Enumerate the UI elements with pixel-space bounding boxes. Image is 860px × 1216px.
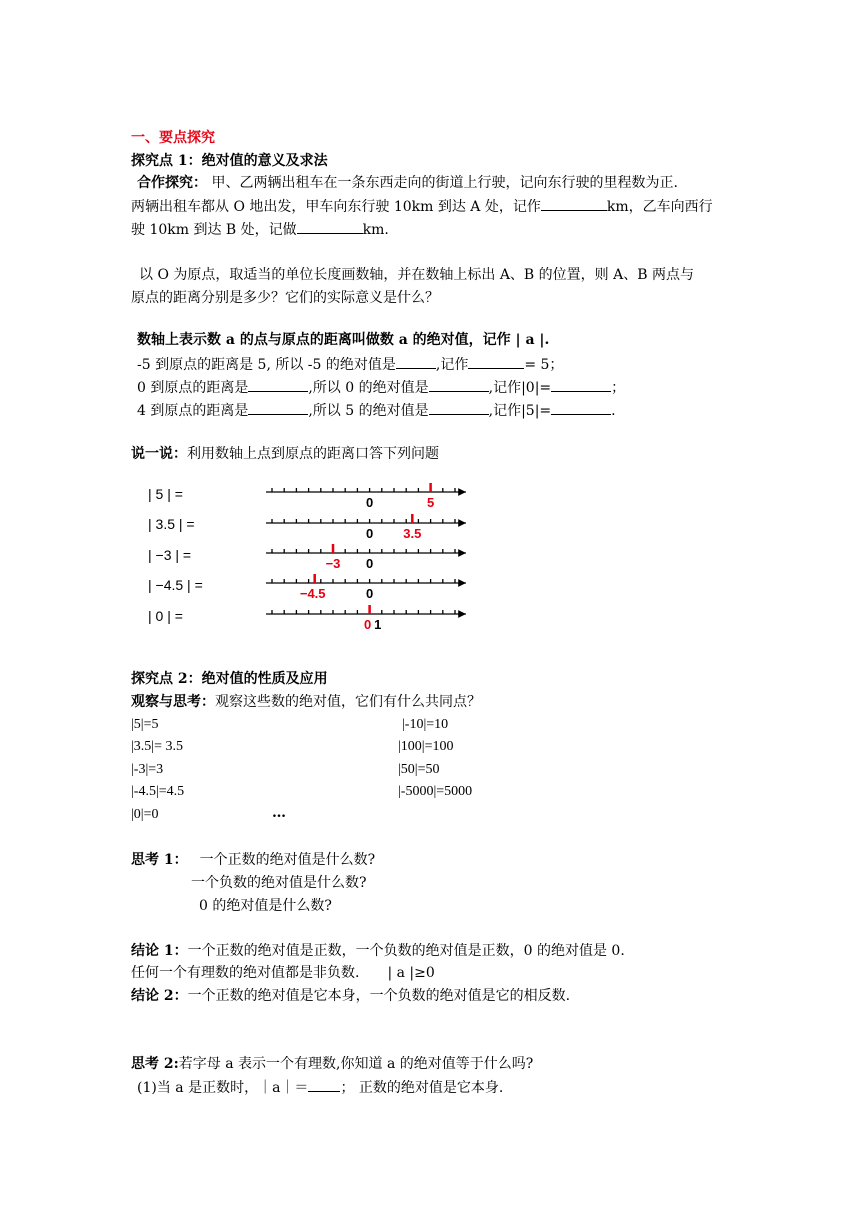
ex3-text-d: .	[611, 403, 616, 419]
abs-right-1: |-10|=10	[402, 717, 449, 732]
section-title: 一、要点探究	[131, 130, 215, 146]
point2-title: 探究点 2：绝对值的性质及应用	[131, 671, 328, 687]
number-line-label: 0	[365, 556, 374, 571]
abs-label-5: | 5 | =	[148, 486, 183, 502]
coop-line-1	[137, 173, 678, 193]
say-line	[131, 444, 439, 464]
answer-blank-b[interactable]	[297, 219, 363, 234]
abs-left-3: |-3|=3	[131, 762, 164, 777]
ellipsis: …	[272, 805, 286, 821]
coop-text-1: 甲、乙两辆出租车在一条东西走向的街道上行驶，记向东行驶的里程数为正.	[211, 175, 678, 191]
number-line-label: −4.5	[299, 586, 326, 601]
number-line-label: 5	[426, 495, 435, 510]
ex3-text-b: ,所以 5 的绝对值是	[308, 403, 429, 419]
conclusion1-line2a: 任何一个有理数的绝对值都是非负数.	[131, 965, 360, 981]
think2-line	[131, 1054, 533, 1074]
abs-left-4: |-4.5|=4.5	[131, 784, 185, 799]
say-text: 利用数轴上点到原点的距离口答下列问题	[187, 446, 439, 462]
say-label: 说一说：	[131, 446, 187, 462]
think1-q2: 一个负数的绝对值是什么数?	[191, 875, 367, 891]
think2-text: 若字母 a 表示一个有理数,你知道 a 的绝对值等于什么吗?	[178, 1056, 534, 1072]
abs-label-0: | 0 | =	[148, 608, 183, 624]
conclusion2-label: 结论 2：	[131, 988, 188, 1004]
observe-line	[131, 692, 481, 712]
conclusion2-line	[131, 986, 570, 1006]
conclusion1-line	[131, 941, 625, 961]
abs-label-3-5: | 3.5 | =	[148, 516, 195, 532]
coop-text-3b: km.	[362, 222, 389, 238]
number-line-label: 0	[363, 617, 372, 632]
ex1-blank-1[interactable]	[396, 354, 436, 369]
think2-blank[interactable]	[308, 1077, 340, 1092]
coop-line-2	[131, 196, 713, 217]
observe-text: 观察这些数的绝对值，它们有什么共同点？	[215, 694, 481, 710]
abs-left-2: |3.5|= 3.5	[131, 739, 184, 754]
conclusion2-text: 一个正数的绝对值是它本身，一个负数的绝对值是它的相反数.	[187, 988, 571, 1004]
number-lines	[262, 482, 474, 632]
example-line-3	[137, 400, 616, 421]
para2-line-1: 以 O 为原点，取适当的单位长度画数轴，并在数轴上标出 A、B 的位置，则 A、B 两点与	[139, 267, 694, 283]
number-line-label: 1	[374, 617, 382, 632]
ex1-text-b: ,记作	[435, 357, 469, 373]
ex1-text-c: = 5；	[524, 357, 564, 373]
ex2-text-c: ,记作|0|=	[488, 380, 552, 396]
think2-item1a: (1)当 a 是正数时，｜a｜＝	[137, 1080, 309, 1096]
definition: 数轴上表示数 a 的点与原点的距离叫做数 a 的绝对值，记作 | a |.	[137, 332, 550, 348]
number-line-label: 0	[365, 495, 374, 510]
think1-q3: 0 的绝对值是什么数?	[199, 898, 332, 914]
abs-right-3: |50|=50	[398, 762, 440, 777]
coop-text-2a: 两辆出租车都从 O 地出发，甲车向东行驶 10km 到达 A 处，记作	[131, 199, 541, 215]
abs-left-5: |0|=0	[131, 807, 159, 822]
ex3-text-a: 4 到原点的距离是	[137, 403, 249, 419]
think1-label: 思考 1：	[131, 852, 188, 868]
coop-text-3a: 驶 10km 到达 B 处，记做	[131, 222, 297, 238]
abs-label-neg3: | −3 | =	[148, 547, 192, 563]
conclusion1-label: 结论 1：	[131, 943, 188, 959]
example-line-2	[137, 377, 625, 398]
abs-right-2: |100|=100	[398, 739, 454, 754]
coop-text-2b: km，乙车向西行	[606, 199, 713, 215]
ex1-blank-2[interactable]	[468, 354, 524, 369]
ex3-blank-2[interactable]	[429, 400, 489, 415]
abs-right-4: |-5000|=5000	[398, 784, 473, 799]
ex3-blank-3[interactable]	[551, 400, 611, 415]
think1-q1: 一个正数的绝对值是什么数?	[199, 852, 376, 868]
abs-left-1: |5|=5	[131, 717, 159, 732]
point1-title: 探究点 1：绝对值的意义及求法	[131, 153, 328, 169]
think2-item-1	[137, 1077, 503, 1098]
ex2-text-a: 0 到原点的距离是	[137, 380, 249, 396]
number-line-label: 0	[365, 526, 374, 541]
ex3-blank-1[interactable]	[248, 400, 308, 415]
conclusion1-line-2	[131, 963, 435, 983]
think1-line-1	[131, 850, 375, 870]
number-line-label: 3.5	[403, 526, 422, 541]
conclusion1-line2b: | a |≥0	[387, 965, 435, 981]
number-line-label: −3	[325, 556, 341, 571]
ex2-blank-2[interactable]	[429, 377, 489, 392]
observe-label: 观察与思考：	[131, 694, 215, 710]
answer-blank-a[interactable]	[541, 196, 607, 211]
para2-line-2: 原点的距离分别是多少？它们的实际意义是什么？	[131, 290, 439, 306]
ex2-blank-1[interactable]	[248, 377, 308, 392]
conclusion1-text: 一个正数的绝对值是正数，一个负数的绝对值是正数，0 的绝对值是 0.	[187, 943, 625, 959]
coop-label: 合作探究：	[137, 175, 207, 191]
ex1-text-a: -5 到原点的距离是 5, 所以 -5 的绝对值是	[137, 357, 396, 373]
abs-label-neg4-5: | −4.5 | =	[148, 577, 203, 593]
ex3-text-c: ,记作|5|=	[488, 403, 552, 419]
coop-line-3	[131, 219, 389, 240]
ex2-blank-3[interactable]	[551, 377, 611, 392]
example-line-1	[137, 354, 563, 375]
ex2-text-b: ,所以 0 的绝对值是	[308, 380, 429, 396]
think2-item1b: ； 正数的绝对值是它本身.	[340, 1080, 504, 1096]
number-line-label: 0	[365, 586, 374, 601]
think2-label: 思考 2:	[131, 1056, 179, 1072]
ex2-text-d: ；	[611, 380, 626, 396]
